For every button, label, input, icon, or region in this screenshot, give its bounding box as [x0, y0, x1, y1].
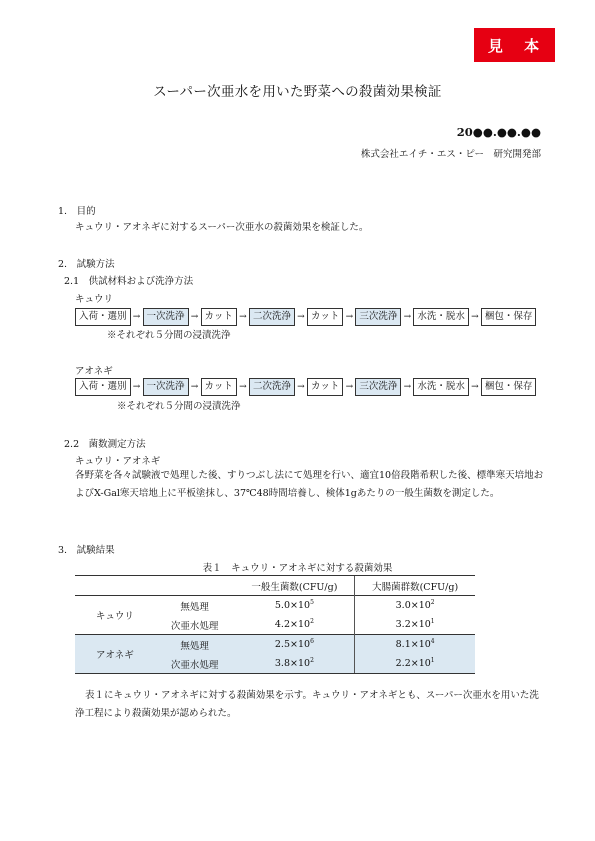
section-2-2-label: キュウリ・アオネギ [75, 456, 161, 467]
flow-step: 梱包・保存 [481, 378, 537, 396]
section-2-1-heading: 2.1 供試材料および洗浄方法 [64, 276, 194, 287]
arrow-right-icon: → [297, 382, 305, 392]
flow-step: 二次洗浄 [249, 378, 295, 396]
flow-step: カット [307, 308, 343, 326]
treatment-label: 次亜水処理 [170, 620, 219, 632]
arrow-right-icon: → [239, 312, 247, 322]
onion-note: ※それぞれ５分間の浸漬洗浄 [117, 401, 241, 412]
section-2-heading: 2. 試験方法 [58, 259, 115, 270]
column-header: 大腸菌群数(CFU/g) [355, 576, 475, 596]
table-row [75, 596, 475, 616]
document-date: 20●●.●●.●● [456, 125, 541, 139]
section-3-heading: 3. 試験結果 [58, 545, 115, 556]
sample-stamp: 見 本 [474, 28, 555, 62]
table-cell: $5.0\times 10^5$ [235, 596, 355, 616]
flow-step: 水洗・脱水 [413, 308, 469, 326]
flow-step: 一次洗浄 [143, 378, 189, 396]
arrow-right-icon: → [297, 312, 305, 322]
cucumber-flow [75, 308, 536, 326]
flow-step: 入荷・選別 [75, 378, 131, 396]
arrow-right-icon: → [132, 312, 141, 322]
table-row [75, 635, 475, 655]
table-caption: 表１ キュウリ・アオネギに対する殺菌効果 [202, 563, 393, 574]
table-cell: $4.2\times 10^2$ [274, 618, 314, 631]
table-cell: $2.2\times 10^1$ [355, 654, 475, 674]
treatment-label: 無処理 [155, 596, 235, 616]
treatment-label: 無処理 [155, 635, 235, 655]
arrow-right-icon: → [345, 382, 354, 392]
section-2-2-heading: 2.2 菌数測定方法 [64, 439, 146, 450]
arrow-right-icon: → [239, 382, 247, 392]
arrow-right-icon: → [471, 312, 479, 322]
arrow-right-icon: → [471, 382, 479, 392]
arrow-right-icon: → [403, 312, 412, 322]
flow-step: 水洗・脱水 [413, 378, 469, 396]
results-table [75, 575, 475, 674]
table-cell: $8.1\times 10^4$ [355, 635, 475, 655]
cucumber-note: ※それぞれ５分間の浸漬洗浄 [107, 330, 231, 341]
flow-step: 一次洗浄 [143, 308, 189, 326]
flow-step: カット [201, 308, 237, 326]
arrow-right-icon: → [132, 382, 141, 392]
table-cell: $3.2\times 10^1$ [355, 615, 475, 635]
flow-step: 梱包・保存 [481, 308, 537, 326]
flow-step: 三次洗浄 [355, 308, 401, 326]
group-label: キュウリ [75, 596, 155, 635]
column-header: 一般生菌数(CFU/g) [235, 576, 355, 596]
flow-step: カット [307, 378, 343, 396]
table-cell: $2.5\times 10^6$ [235, 635, 355, 655]
arrow-right-icon: → [190, 382, 199, 392]
arrow-right-icon: → [403, 382, 412, 392]
flow-step: 入荷・選別 [75, 308, 131, 326]
section-1-text: キュウリ・アオネギに対するスーパー次亜水の殺菌効果を検証した。 [75, 222, 369, 233]
flow-step: 二次洗浄 [249, 308, 295, 326]
document-title: スーパー次亜水を用いた野菜への殺菌効果検証 [153, 84, 442, 100]
arrow-right-icon: → [345, 312, 354, 322]
table-cell: $3.8\times 10^2$ [235, 654, 355, 674]
conclusion-paragraph: 表１にキュウリ・アオネギに対する殺菌効果を示す。キュウリ・アオネギとも、スーパー次亜水を用いた洗浄工程により殺菌効果が認められた。 [75, 690, 539, 719]
onion-label: アオネギ [75, 366, 113, 377]
method-paragraph: 各野菜を各々試験液で処理した後、すりつぶし法にて処理を行い、適宜10倍段階希釈した後、標準寒天培地およびX-Gal寒天培地上に平板塗抹し、37℃48時間培養し、検体1gあたりの一般生菌数を測定した。 [75, 470, 544, 499]
section-1-heading: 1. 目的 [58, 206, 96, 217]
onion-flow [75, 378, 536, 396]
table-cell: $3.0\times 10^2$ [355, 596, 475, 616]
flow-step: 三次洗浄 [355, 378, 401, 396]
flow-step: カット [201, 378, 237, 396]
treatment-label: 次亜水処理 [155, 654, 235, 674]
group-label: アオネギ [75, 635, 155, 674]
cucumber-label: キュウリ [75, 294, 114, 305]
organization-name: 株式会社エイチ・エス・ピー 研究開発部 [360, 149, 541, 160]
arrow-right-icon: → [190, 312, 199, 322]
